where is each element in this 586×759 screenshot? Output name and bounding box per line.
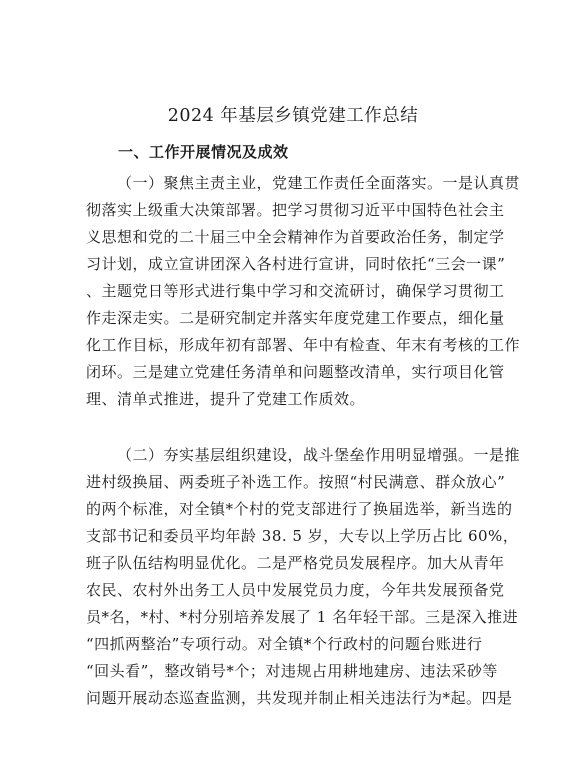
paragraph-line: （二）夯实基层组织建设，战斗堡垒作用明显增强。一是推: [117, 446, 521, 464]
paragraph-line: “四抓两整治”专项行动。对全镇*个行政村的问题台账进行: [86, 635, 483, 653]
paragraph-line: （一）聚焦主责主业，党建工作责任全面落实。一是认真贯: [117, 174, 521, 192]
paragraph-line: 理、清单式推进，提升了党建工作质效。: [86, 390, 366, 408]
paragraph-1: [86, 170, 521, 413]
paragraph-line: 义思想和党的二十届三中全会精神作为首要政治任务，制定学: [86, 228, 505, 246]
paragraph-line: 问题开展动态巡查监测，共发现并制止相关违法行为*起。四是: [86, 689, 513, 707]
paragraph-line: 农民、农村外出务工人员中发展党员力度，今年共发展预备党: [86, 581, 505, 599]
paragraph-line: 作走深走实。二是研究制定并落实年度党建工作要点，细化量: [86, 309, 505, 327]
paragraph-line: 、主题党日等形式进行集中学习和交流研讨，确保学习贯彻工: [86, 282, 505, 300]
paragraph-line: 闭环。三是建立党建任务清单和问题整改清单，实行项目化管: [86, 363, 505, 381]
paragraph-line: 彻落实上级重大决策部署。把学习贯彻习近平中国特色社会主: [86, 201, 505, 219]
paragraph-line: 的两个标准，对全镇*个村的党支部进行了换届选举，新当选的: [86, 500, 513, 518]
paragraph-line: “回头看”，整改销号*个；对违规占用耕地建房、违法采砂等: [86, 662, 498, 680]
paragraph-line: 员*名，*村、*村分别培养发展了 1 名年轻干部。三是深入推进: [86, 608, 519, 626]
paragraph-line: 化工作目标，形成年初有部署、年中有检查、年末有考核的工作: [86, 336, 521, 354]
paragraph-line: 班子队伍结构明显优化。二是严格党员发展程序。加大从青年: [86, 554, 505, 572]
paragraph-line: 进村级换届、两委班子补选工作。按照“村民满意、群众放心”: [86, 473, 506, 491]
paragraph-line: 支部书记和委员平均年龄 38. 5 岁，大专以上学历占比 60%，: [86, 527, 519, 545]
paragraph-line: 习计划，成立宣讲团深入各村进行宣讲，同时依托“三会一课”: [86, 255, 506, 273]
section-heading: 一、工作开展情况及成效: [118, 143, 289, 161]
paragraph-2: [86, 442, 521, 712]
document-title: 2024 年基层乡镇党建工作总结: [167, 106, 419, 126]
